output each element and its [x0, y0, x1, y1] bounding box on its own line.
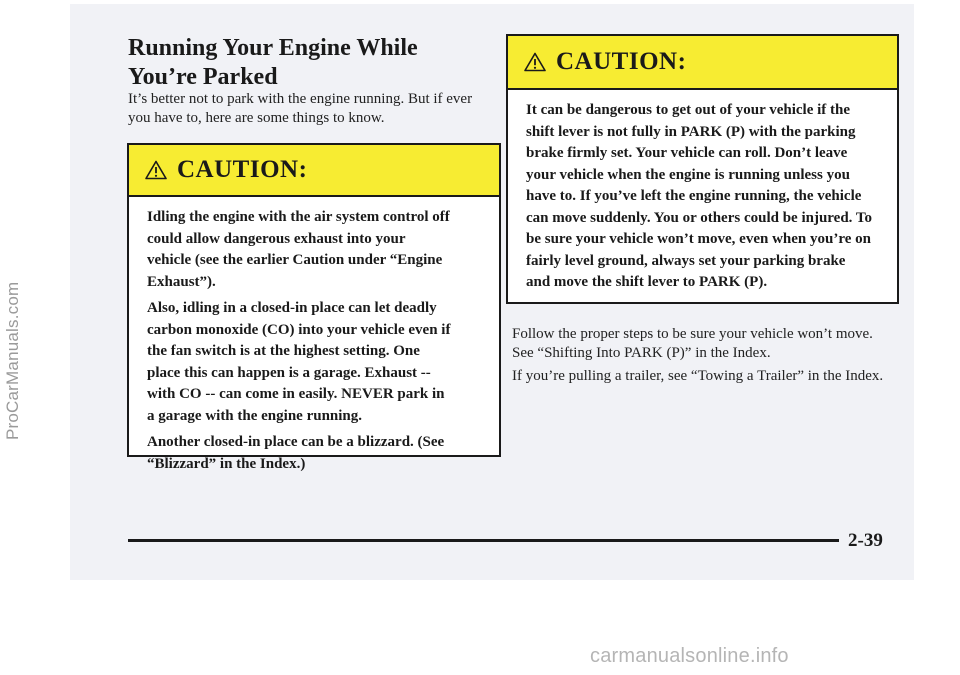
- trailer-paragraph: If you’re pulling a trailer, see “Towing a Trailer” in the Index.: [512, 368, 884, 384]
- caution-left-paragraph-1: Idling the engine with the air system control off could allow dangerous exhaust into your vehicle (see the earlier Caution under “Engine Exhaust”).: [147, 209, 450, 290]
- caution-left-paragraph-3: Another closed-in place can be a blizzard. (See “Blizzard” in the Index.): [147, 434, 445, 472]
- section-title: [128, 34, 488, 92]
- page-number: 2-39: [848, 530, 883, 551]
- caution-header-right: [508, 36, 897, 90]
- caution-right-paragraph-1: It can be dangerous to get out of your vehicle if the shift lever is not fully in PARK (P) with the parking brake firmly set. Your vehicle can roll. Don’t leave your vehicle when the engine is running unless you have to. If you’ve left the engine running, the vehicle can move suddenly. You or others could be injured. To be sure your vehicle won’t move, even when you’re on fairly level ground, always set your parking brake and move the shift lever to PARK (P).: [526, 102, 873, 290]
- intro-paragraph: It’s better not to park with the engine running. But if ever you have to, here are some things to know.: [128, 91, 473, 126]
- caution-box-left: [127, 143, 501, 472]
- warning-triangle-icon: [145, 160, 167, 180]
- caution-left-paragraph-2: Also, idling in a closed-in place can let deadly carbon monoxide (CO) into your vehicle even if the fan switch is at the highest setting. One place this can happen is a garage. Exhaust -- with CO -- can come in easily. NEVER park in a garage with the engine running.: [147, 300, 451, 424]
- section-title-line1: Running Your Engine While: [128, 35, 418, 61]
- warning-triangle-icon: [524, 52, 546, 72]
- footer-rule: [128, 539, 839, 542]
- caution-box-right: [506, 34, 899, 304]
- caution-label-left: CAUTION:: [177, 156, 308, 183]
- side-watermark: [0, 0, 30, 675]
- side-watermark-text: ProCarManuals.com: [3, 281, 22, 440]
- caution-body-right: [508, 90, 897, 294]
- caution-body-left: [129, 197, 499, 475]
- caution-label-right: CAUTION:: [556, 48, 687, 75]
- bottom-watermark: carmanualsonline.info: [590, 645, 789, 667]
- follow-steps-paragraph: Follow the proper steps to be sure your vehicle won’t move. See “Shifting Into PARK (P)” in the Index.: [512, 326, 873, 361]
- caution-header-left: [129, 145, 499, 197]
- section-title-line2: You’re Parked: [128, 64, 278, 90]
